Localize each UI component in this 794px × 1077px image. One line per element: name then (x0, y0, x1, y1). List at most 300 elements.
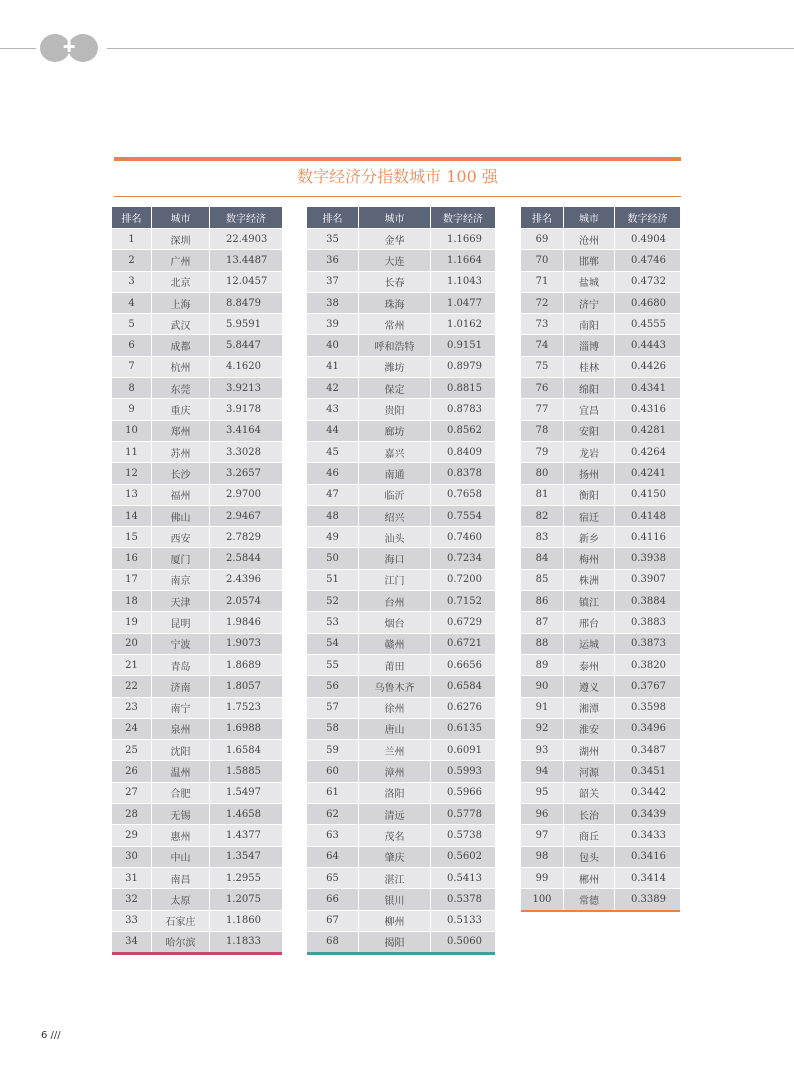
table-row (112, 654, 282, 675)
table-row (521, 484, 680, 505)
score-cell: 1.5885 (210, 760, 282, 781)
score-cell: 0.3487 (615, 739, 680, 760)
rank-cell: 49 (307, 526, 359, 547)
city-cell: 珠海 (359, 292, 431, 313)
score-cell: 0.7200 (431, 569, 495, 590)
rank-cell: 73 (521, 313, 564, 334)
city-cell: 沈阳 (152, 739, 210, 760)
table-row (521, 675, 680, 696)
rank-cell: 88 (521, 633, 564, 654)
rank-cell: 82 (521, 505, 564, 526)
rank-cell: 87 (521, 611, 564, 632)
rank-cell: 48 (307, 505, 359, 526)
column-header-rank: 排名 (521, 207, 564, 228)
table-row (521, 803, 680, 824)
table-row (112, 824, 282, 845)
city-cell: 武汉 (152, 313, 210, 334)
rank-cell: 17 (112, 569, 152, 590)
rank-cell: 72 (521, 292, 564, 313)
city-cell: 台州 (359, 590, 431, 611)
table-row (112, 782, 282, 803)
table-row (307, 505, 495, 526)
rank-cell: 53 (307, 611, 359, 632)
city-cell: 太原 (152, 888, 210, 909)
city-cell: 大连 (359, 249, 431, 270)
rank-cell: 90 (521, 675, 564, 696)
score-cell: 1.5497 (210, 782, 282, 803)
score-cell: 0.5778 (431, 803, 495, 824)
city-cell: 成都 (152, 334, 210, 355)
city-cell: 常德 (564, 888, 615, 909)
rank-cell: 18 (112, 590, 152, 611)
score-cell: 12.0457 (210, 271, 282, 292)
city-cell: 湘潭 (564, 697, 615, 718)
score-cell: 1.4377 (210, 824, 282, 845)
score-cell: 0.5413 (431, 867, 495, 888)
rank-cell: 1 (112, 228, 152, 249)
score-cell: 0.4281 (615, 420, 680, 441)
score-cell: 0.3389 (615, 888, 680, 909)
score-cell: 1.1669 (431, 228, 495, 249)
rank-cell: 35 (307, 228, 359, 249)
ranking-table-1 (112, 207, 282, 955)
column-header-score: 数字经济 (210, 207, 282, 228)
table-row (307, 271, 495, 292)
rank-cell: 47 (307, 484, 359, 505)
table-row (112, 888, 282, 909)
city-cell: 常州 (359, 313, 431, 334)
city-cell: 厦门 (152, 547, 210, 568)
rank-cell: 89 (521, 654, 564, 675)
city-cell: 中山 (152, 846, 210, 867)
table-row (307, 590, 495, 611)
table-row (112, 611, 282, 632)
table-row (307, 398, 495, 419)
header-badge (40, 34, 98, 62)
table-row (307, 484, 495, 505)
city-cell: 杭州 (152, 356, 210, 377)
city-cell: 遵义 (564, 675, 615, 696)
city-cell: 泉州 (152, 718, 210, 739)
city-cell: 西安 (152, 526, 210, 547)
city-cell: 梅州 (564, 547, 615, 568)
city-cell: 济宁 (564, 292, 615, 313)
score-cell: 0.5060 (431, 931, 495, 952)
plus-icon: ✚ (62, 38, 76, 56)
score-cell: 0.3820 (615, 654, 680, 675)
score-cell: 1.8057 (210, 675, 282, 696)
table-row (521, 334, 680, 355)
rank-cell: 24 (112, 718, 152, 739)
rank-cell: 81 (521, 484, 564, 505)
column-header-rank: 排名 (307, 207, 359, 228)
score-cell: 0.7460 (431, 526, 495, 547)
table-row (307, 228, 495, 249)
city-cell: 赣州 (359, 633, 431, 654)
score-cell: 1.9846 (210, 611, 282, 632)
city-cell: 合肥 (152, 782, 210, 803)
city-cell: 淄博 (564, 334, 615, 355)
city-cell: 廊坊 (359, 420, 431, 441)
city-cell: 绍兴 (359, 505, 431, 526)
table-row (521, 590, 680, 611)
rank-cell: 93 (521, 739, 564, 760)
score-cell: 0.5966 (431, 782, 495, 803)
city-cell: 莆田 (359, 654, 431, 675)
table-row (521, 249, 680, 270)
city-cell: 贵阳 (359, 398, 431, 419)
table-row (307, 611, 495, 632)
table-row (521, 782, 680, 803)
score-cell: 0.9151 (431, 334, 495, 355)
table-row (307, 888, 495, 909)
rank-cell: 14 (112, 505, 152, 526)
city-cell: 潍坊 (359, 356, 431, 377)
table-row (521, 228, 680, 249)
city-cell: 银川 (359, 888, 431, 909)
rank-cell: 8 (112, 377, 152, 398)
city-cell: 扬州 (564, 462, 615, 483)
table-row (112, 697, 282, 718)
table-row (521, 760, 680, 781)
table-row (521, 462, 680, 483)
table-row (112, 633, 282, 654)
score-cell: 0.4443 (615, 334, 680, 355)
city-cell: 包头 (564, 846, 615, 867)
score-cell: 0.3496 (615, 718, 680, 739)
rank-cell: 43 (307, 398, 359, 419)
city-cell: 邯郸 (564, 249, 615, 270)
score-cell: 3.9178 (210, 398, 282, 419)
table-row (307, 931, 495, 952)
score-cell: 0.4150 (615, 484, 680, 505)
score-cell: 0.8815 (431, 377, 495, 398)
column-header-city: 城市 (152, 207, 210, 228)
score-cell: 0.7234 (431, 547, 495, 568)
city-cell: 南京 (152, 569, 210, 590)
table-row (521, 398, 680, 419)
score-cell: 2.9467 (210, 505, 282, 526)
table-row (307, 420, 495, 441)
rank-cell: 57 (307, 697, 359, 718)
rank-cell: 70 (521, 249, 564, 270)
rank-cell: 67 (307, 910, 359, 931)
score-cell: 0.6276 (431, 697, 495, 718)
city-cell: 北京 (152, 271, 210, 292)
score-cell: 0.3416 (615, 846, 680, 867)
score-cell: 0.3433 (615, 824, 680, 845)
rank-cell: 71 (521, 271, 564, 292)
rank-cell: 74 (521, 334, 564, 355)
score-cell: 1.8689 (210, 654, 282, 675)
table-row (521, 654, 680, 675)
score-cell: 5.9591 (210, 313, 282, 334)
rank-cell: 38 (307, 292, 359, 313)
ranking-table-3 (521, 207, 680, 912)
table-row (307, 334, 495, 355)
city-cell: 邢台 (564, 611, 615, 632)
rank-cell: 94 (521, 760, 564, 781)
table-row (112, 292, 282, 313)
score-cell: 3.3028 (210, 441, 282, 462)
score-cell: 1.2955 (210, 867, 282, 888)
city-cell: 南阳 (564, 313, 615, 334)
city-cell: 青岛 (152, 654, 210, 675)
rank-cell: 79 (521, 441, 564, 462)
score-cell: 0.3907 (615, 569, 680, 590)
rank-cell: 10 (112, 420, 152, 441)
city-cell: 盐城 (564, 271, 615, 292)
rank-cell: 96 (521, 803, 564, 824)
city-cell: 嘉兴 (359, 441, 431, 462)
rank-cell: 9 (112, 398, 152, 419)
rank-cell: 15 (112, 526, 152, 547)
table-row (307, 697, 495, 718)
table-row (112, 484, 282, 505)
table-row (521, 441, 680, 462)
score-cell: 2.7829 (210, 526, 282, 547)
city-cell: 济南 (152, 675, 210, 696)
rank-cell: 12 (112, 462, 152, 483)
table-row (521, 420, 680, 441)
rank-cell: 59 (307, 739, 359, 760)
table-row (112, 462, 282, 483)
table-row (307, 292, 495, 313)
table-row (521, 739, 680, 760)
score-cell: 0.8562 (431, 420, 495, 441)
score-cell: 1.6988 (210, 718, 282, 739)
table-row (521, 633, 680, 654)
rank-cell: 58 (307, 718, 359, 739)
score-cell: 0.4116 (615, 526, 680, 547)
rank-cell: 34 (112, 931, 152, 952)
table-row (307, 569, 495, 590)
city-cell: 苏州 (152, 441, 210, 462)
score-cell: 0.5738 (431, 824, 495, 845)
city-cell: 呼和浩特 (359, 334, 431, 355)
rank-cell: 61 (307, 782, 359, 803)
city-cell: 烟台 (359, 611, 431, 632)
table-row (307, 803, 495, 824)
city-cell: 韶关 (564, 782, 615, 803)
score-cell: 3.9213 (210, 377, 282, 398)
table-row (112, 718, 282, 739)
rank-cell: 65 (307, 867, 359, 888)
rank-cell: 66 (307, 888, 359, 909)
score-cell: 2.0574 (210, 590, 282, 611)
city-cell: 深圳 (152, 228, 210, 249)
rank-cell: 36 (307, 249, 359, 270)
score-cell: 1.1860 (210, 910, 282, 931)
city-cell: 徐州 (359, 697, 431, 718)
page-number: 6 /// (41, 1030, 61, 1041)
city-cell: 柳州 (359, 910, 431, 931)
score-cell: 0.3442 (615, 782, 680, 803)
score-cell: 1.6584 (210, 739, 282, 760)
score-cell: 22.4903 (210, 228, 282, 249)
city-cell: 长春 (359, 271, 431, 292)
rank-cell: 25 (112, 739, 152, 760)
table-row (521, 292, 680, 313)
city-cell: 宿迁 (564, 505, 615, 526)
score-cell: 0.8378 (431, 462, 495, 483)
rank-cell: 60 (307, 760, 359, 781)
table-row (112, 441, 282, 462)
table-row (521, 526, 680, 547)
table-row (112, 760, 282, 781)
score-cell: 0.5133 (431, 910, 495, 931)
table-row (112, 334, 282, 355)
score-cell: 5.8447 (210, 334, 282, 355)
table-row (307, 356, 495, 377)
rank-cell: 91 (521, 697, 564, 718)
city-cell: 湛江 (359, 867, 431, 888)
table-row (307, 910, 495, 931)
city-cell: 新乡 (564, 526, 615, 547)
table-row (521, 377, 680, 398)
score-cell: 0.6135 (431, 718, 495, 739)
city-cell: 肇庆 (359, 846, 431, 867)
score-cell: 2.9700 (210, 484, 282, 505)
title-rule-top (114, 157, 681, 161)
column-header-score: 数字经济 (615, 207, 680, 228)
score-cell: 0.8979 (431, 356, 495, 377)
score-cell: 0.4316 (615, 398, 680, 419)
rank-cell: 76 (521, 377, 564, 398)
city-cell: 商丘 (564, 824, 615, 845)
city-cell: 郴州 (564, 867, 615, 888)
rank-cell: 39 (307, 313, 359, 334)
table-row (112, 547, 282, 568)
city-cell: 金华 (359, 228, 431, 249)
score-cell: 0.4555 (615, 313, 680, 334)
rank-cell: 42 (307, 377, 359, 398)
table-row (521, 611, 680, 632)
rank-cell: 46 (307, 462, 359, 483)
rank-cell: 2 (112, 249, 152, 270)
rank-cell: 31 (112, 867, 152, 888)
score-cell: 1.1833 (210, 931, 282, 952)
table-row (112, 803, 282, 824)
city-cell: 河源 (564, 760, 615, 781)
rank-cell: 84 (521, 547, 564, 568)
score-cell: 0.3598 (615, 697, 680, 718)
city-cell: 宁波 (152, 633, 210, 654)
table-row (307, 633, 495, 654)
city-cell: 重庆 (152, 398, 210, 419)
rank-cell: 11 (112, 441, 152, 462)
city-cell: 沧州 (564, 228, 615, 249)
rank-cell: 80 (521, 462, 564, 483)
header-rule-right (107, 48, 794, 49)
rank-cell: 51 (307, 569, 359, 590)
table-row (307, 675, 495, 696)
score-cell: 0.4732 (615, 271, 680, 292)
city-cell: 东莞 (152, 377, 210, 398)
rank-cell: 95 (521, 782, 564, 803)
city-cell: 镇江 (564, 590, 615, 611)
city-cell: 南通 (359, 462, 431, 483)
column-header-rank: 排名 (112, 207, 152, 228)
score-cell: 0.4904 (615, 228, 680, 249)
table-row (307, 526, 495, 547)
score-cell: 0.3873 (615, 633, 680, 654)
city-cell: 运城 (564, 633, 615, 654)
rank-cell: 41 (307, 356, 359, 377)
rank-cell: 85 (521, 569, 564, 590)
score-cell: 0.4341 (615, 377, 680, 398)
score-cell: 1.4658 (210, 803, 282, 824)
rank-cell: 56 (307, 675, 359, 696)
city-cell: 乌鲁木齐 (359, 675, 431, 696)
rank-cell: 40 (307, 334, 359, 355)
score-cell: 0.4241 (615, 462, 680, 483)
rank-cell: 62 (307, 803, 359, 824)
city-cell: 揭阳 (359, 931, 431, 952)
score-cell: 0.7658 (431, 484, 495, 505)
table-row (112, 398, 282, 419)
score-cell: 0.8409 (431, 441, 495, 462)
score-cell: 0.6729 (431, 611, 495, 632)
rank-cell: 37 (307, 271, 359, 292)
score-cell: 2.4396 (210, 569, 282, 590)
rank-cell: 21 (112, 654, 152, 675)
table-row (307, 782, 495, 803)
rank-cell: 22 (112, 675, 152, 696)
score-cell: 0.5993 (431, 760, 495, 781)
city-cell: 株洲 (564, 569, 615, 590)
table-row (307, 824, 495, 845)
score-cell: 0.4148 (615, 505, 680, 526)
table-row (112, 420, 282, 441)
rank-cell: 29 (112, 824, 152, 845)
header-rule-left (0, 48, 36, 49)
city-cell: 佛山 (152, 505, 210, 526)
table-row (112, 846, 282, 867)
table-row (521, 356, 680, 377)
rank-cell: 54 (307, 633, 359, 654)
rank-cell: 4 (112, 292, 152, 313)
rank-cell: 26 (112, 760, 152, 781)
table-row (521, 824, 680, 845)
city-cell: 保定 (359, 377, 431, 398)
city-cell: 海口 (359, 547, 431, 568)
score-cell: 1.9073 (210, 633, 282, 654)
table-row (521, 697, 680, 718)
city-cell: 上海 (152, 292, 210, 313)
rank-cell: 69 (521, 228, 564, 249)
score-cell: 0.7152 (431, 590, 495, 611)
score-cell: 2.5844 (210, 547, 282, 568)
city-cell: 长治 (564, 803, 615, 824)
city-cell: 兰州 (359, 739, 431, 760)
rank-cell: 28 (112, 803, 152, 824)
table-row (307, 313, 495, 334)
table-row (521, 271, 680, 292)
score-cell: 0.3439 (615, 803, 680, 824)
city-cell: 龙岩 (564, 441, 615, 462)
score-cell: 0.6721 (431, 633, 495, 654)
rank-cell: 33 (112, 910, 152, 931)
score-cell: 3.2657 (210, 462, 282, 483)
city-cell: 安阳 (564, 420, 615, 441)
city-cell: 湖州 (564, 739, 615, 760)
city-cell: 长沙 (152, 462, 210, 483)
column-header-city: 城市 (564, 207, 615, 228)
score-cell: 0.5602 (431, 846, 495, 867)
score-cell: 1.1664 (431, 249, 495, 270)
ranking-table-2 (307, 207, 495, 955)
